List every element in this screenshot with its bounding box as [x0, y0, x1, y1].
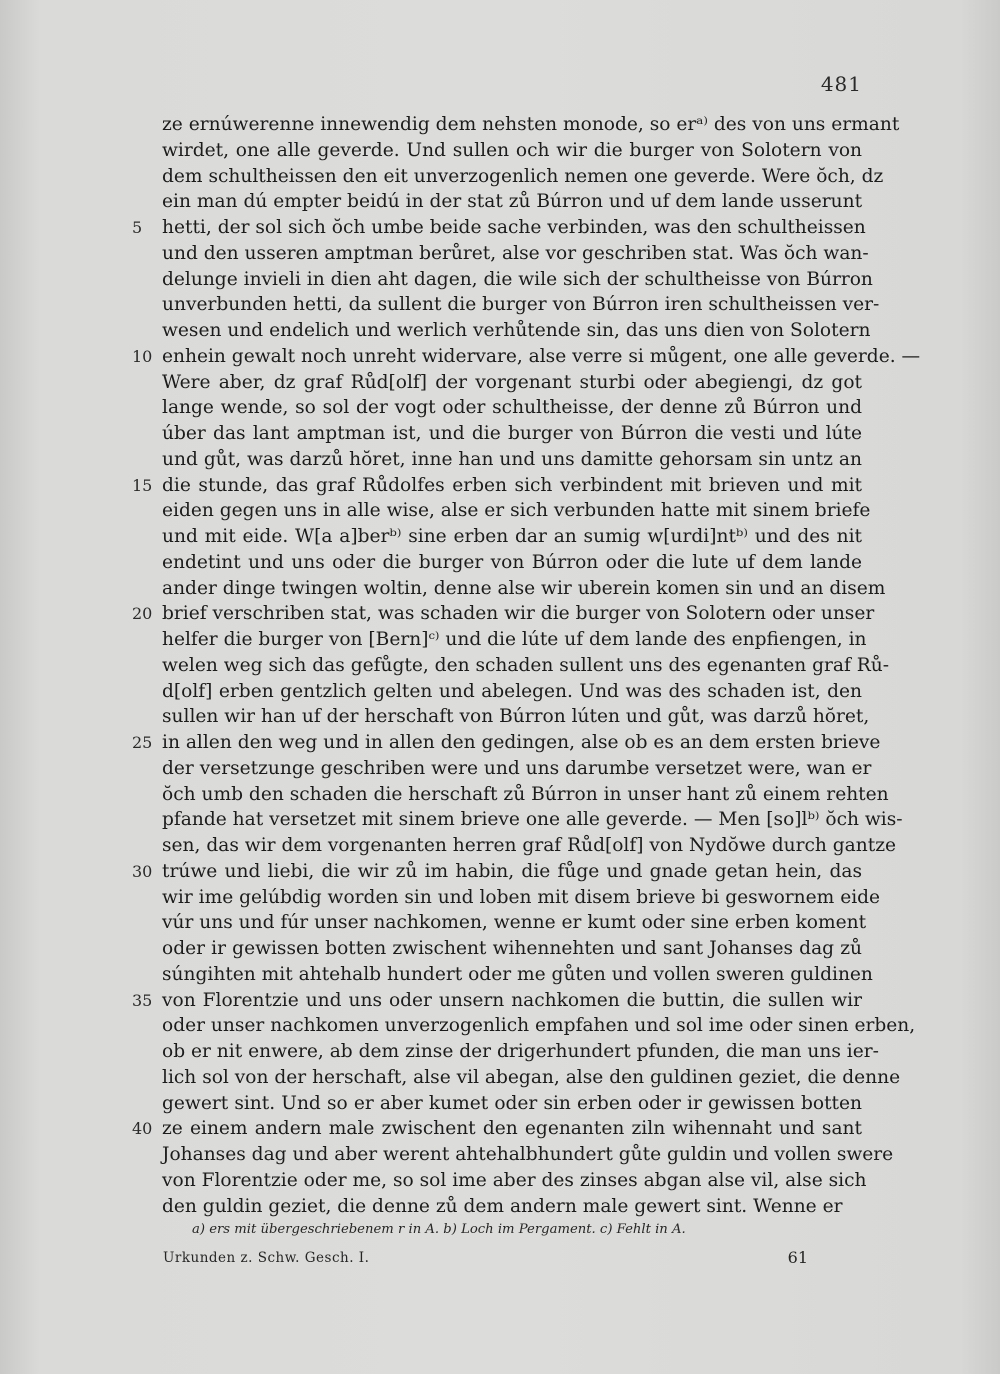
line-text: brief verschriben stat, was schaden wir die burger von Solotern oder unser: [162, 603, 875, 625]
text-line: [162, 370, 862, 396]
text-line: [162, 550, 862, 576]
line-text: ze einem andern male zwischent den egenanten ziln wihennaht und sant: [162, 1118, 862, 1140]
text-line: [162, 164, 884, 190]
line-text: pfande hat versetzet mit sinem brieve one alle geverde. — Men [so]lᵇ⁾ ŏch wis-: [162, 809, 903, 831]
text-line: [162, 910, 867, 936]
line-number: 10: [132, 346, 153, 366]
text-line: [162, 756, 872, 782]
line-text: ander dinge twingen woltin, denne alse wir uberein komen sin und an disem: [162, 577, 886, 599]
text-line: [162, 627, 867, 653]
line-text: lange wende, so sol der vogt oder schultheisse, der denne zů Búrron und: [162, 397, 862, 419]
line-text: von Florentzie und uns oder unsern nachkomen die buttin, die sullen wir: [162, 989, 862, 1011]
text-line: [162, 292, 880, 318]
line-text: úber das lant amptman ist, und die burger von Búrron die vesti und lúte: [162, 423, 862, 444]
line-text: lich sol von der herschaft, alse vil abegan, alse den guldinen geziet, die denne: [162, 1066, 901, 1088]
line-number: 35: [132, 990, 153, 1010]
text-line: [132, 344, 921, 370]
footnotes: a) ers mit übergeschriebenem r in A. b) Loch im Pergament. c) Fehlt in A.: [192, 1222, 686, 1237]
line-text: trúwe und liebi, die wir zů im habin, die fůge und gnade getan hein, das: [162, 860, 862, 882]
text-line: [162, 524, 862, 550]
text-line: [162, 807, 903, 833]
line-text: ein man dú empter beidú in der stat zů Búrron und uf dem lande usserunt: [162, 191, 863, 213]
page-number: 481: [820, 72, 862, 96]
text-line: [162, 704, 870, 730]
signature-number: 61: [787, 1248, 808, 1267]
text-line: [162, 1065, 901, 1091]
line-text: wesen und endelich und werlich verhůtende sin, das uns dien von Solotern: [162, 320, 871, 341]
line-text: und den usseren amptman berůret, alse vor geschriben stat. Was ŏch wan-: [162, 242, 869, 264]
text-line: [132, 215, 866, 241]
text-line: [162, 241, 869, 267]
text-line: [162, 1013, 916, 1039]
text-line: [162, 679, 862, 705]
text-line: [162, 576, 886, 602]
text-line: [162, 447, 862, 473]
text-line: [162, 1142, 894, 1168]
text-line: [162, 1091, 862, 1117]
text-line: [132, 1116, 862, 1142]
line-text: vúr uns und fúr unser nachkomen, wenne er kumt oder sine erben koment: [162, 912, 867, 934]
line-text: hetti, der sol sich ŏch umbe beide sache verbinden, was den schultheissen: [162, 217, 866, 238]
text-line: [132, 601, 875, 627]
text-line: [162, 1168, 867, 1194]
line-text: wirdet, one alle geverde. Und sullen och wir die burger von Solotern von: [162, 139, 862, 161]
line-text: wir ime gelúbdig worden sin und loben mit disem brieve bi geswornem eide: [162, 886, 881, 908]
line-text: d[olf] erben gentzlich gelten und abelegen. Und was des schaden ist, den: [162, 680, 862, 702]
text-line: [132, 859, 862, 885]
line-number: 30: [132, 861, 153, 881]
line-text: eiden gegen uns in alle wise, alse er sich verbunden hatte mit sinem briefe: [162, 500, 871, 522]
line-number: 15: [132, 475, 153, 495]
line-text: Johanses dag und aber werent ahtehalbhundert gůte guldin und vollen swere: [162, 1144, 894, 1165]
footer-title: Urkunden z. Schw. Gesch. I.: [163, 1250, 370, 1266]
line-number: 5: [132, 218, 143, 237]
line-text: sullen wir han uf der herschaft von Búrron lúten und gůt, was darzů hŏret,: [162, 706, 870, 728]
text-line: [162, 936, 862, 962]
line-text: welen weg sich das gefůgte, den schaden sullent uns des egenanten graf Rů-: [162, 654, 890, 676]
line-number: 25: [132, 733, 153, 752]
line-text: ob er nit enwere, ab dem zinse der drigerhundert pfunden, die man uns ier-: [162, 1041, 879, 1062]
line-text: und mit eide. W[a a]berᵇ⁾ sine erben dar an sumig w[urdi]ntᵇ⁾ und des nit: [162, 526, 862, 547]
text-line: [162, 498, 871, 524]
text-line: [162, 267, 873, 293]
line-text: in allen den weg und in allen den gedingen, alse ob es an dem ersten brieve: [162, 732, 881, 753]
text-line: [162, 189, 862, 215]
line-text: oder ir gewissen botten zwischent wihennehten und sant Johanses dag zů: [162, 938, 862, 959]
line-text: sen, das wir dem vorgenanten herren graf Růd[olf] von Nydŏwe durch gantze: [162, 835, 896, 856]
line-text: den guldin geziet, die denne zů dem andern male gewert sint. Wenne er: [162, 1195, 843, 1217]
text-line: [162, 1194, 862, 1220]
text-line: [162, 318, 871, 344]
line-text: helfer die burger von [Bern]ᶜ⁾ und die lúte uf dem lande des enpfiengen, in: [162, 629, 867, 650]
line-text: ze ernúwerenne innewendig dem nehsten monode, so erᵃ⁾ des von uns ermant: [162, 114, 900, 135]
text-line: [162, 833, 896, 859]
text-line: [132, 988, 862, 1014]
text-line: [162, 138, 862, 164]
text-line: [162, 782, 889, 808]
line-text: endetint und uns oder die burger von Búrron oder die lute uf dem lande: [162, 551, 862, 573]
text-line: [162, 653, 890, 679]
line-text: Were aber, dz graf Růd[olf] der vorgenant sturbi oder abegiengi, dz got: [162, 371, 862, 393]
line-number: 40: [132, 1119, 153, 1139]
text-line: [162, 395, 862, 421]
text-line: [162, 962, 873, 988]
line-text: die stunde, das graf Růdolfes erben sich verbindent mit brieven und mit: [162, 474, 862, 496]
line-text: und gůt, was darzů hŏret, inne han und uns damitte gehorsam sin untz an: [162, 448, 862, 470]
line-text: gewert sint. Und so er aber kumet oder sin erben oder ir gewissen botten: [162, 1092, 862, 1114]
text-line: [132, 730, 881, 756]
text-line: [162, 112, 900, 138]
body-text: [132, 112, 921, 1219]
text-line: [162, 885, 881, 911]
text-line: [162, 1039, 879, 1065]
text-line: [162, 421, 862, 447]
line-text: dem schultheissen den eit unverzogenlich nemen one geverde. Were ŏch, dz: [162, 165, 884, 187]
line-text: unverbunden hetti, da sullent die burger von Búrron iren schultheissen ver-: [162, 294, 880, 316]
text-line: [132, 473, 862, 499]
line-number: 20: [132, 604, 153, 624]
line-text: delunge invieli in dien aht dagen, die wile sich der schultheisse von Búrron: [162, 268, 873, 290]
line-text: von Florentzie oder me, so sol ime aber des zinses abgan alse vil, alse sich: [162, 1169, 867, 1191]
line-text: ŏch umb den schaden die herschaft zů Búrron in unser hant zů einem rehten: [162, 783, 889, 805]
line-text: enhein gewalt noch unreht widervare, alse verre si můgent, one alle geverde. —: [162, 345, 921, 367]
line-text: oder unser nachkomen unverzogenlich empfahen und sol ime oder sinen erben,: [162, 1015, 916, 1037]
line-text: súngihten mit ahtehalb hundert oder me gůten und vollen sweren guldinen: [162, 963, 873, 985]
line-text: der versetzunge geschriben were und uns darumbe versetzet were, wan er: [162, 757, 872, 779]
